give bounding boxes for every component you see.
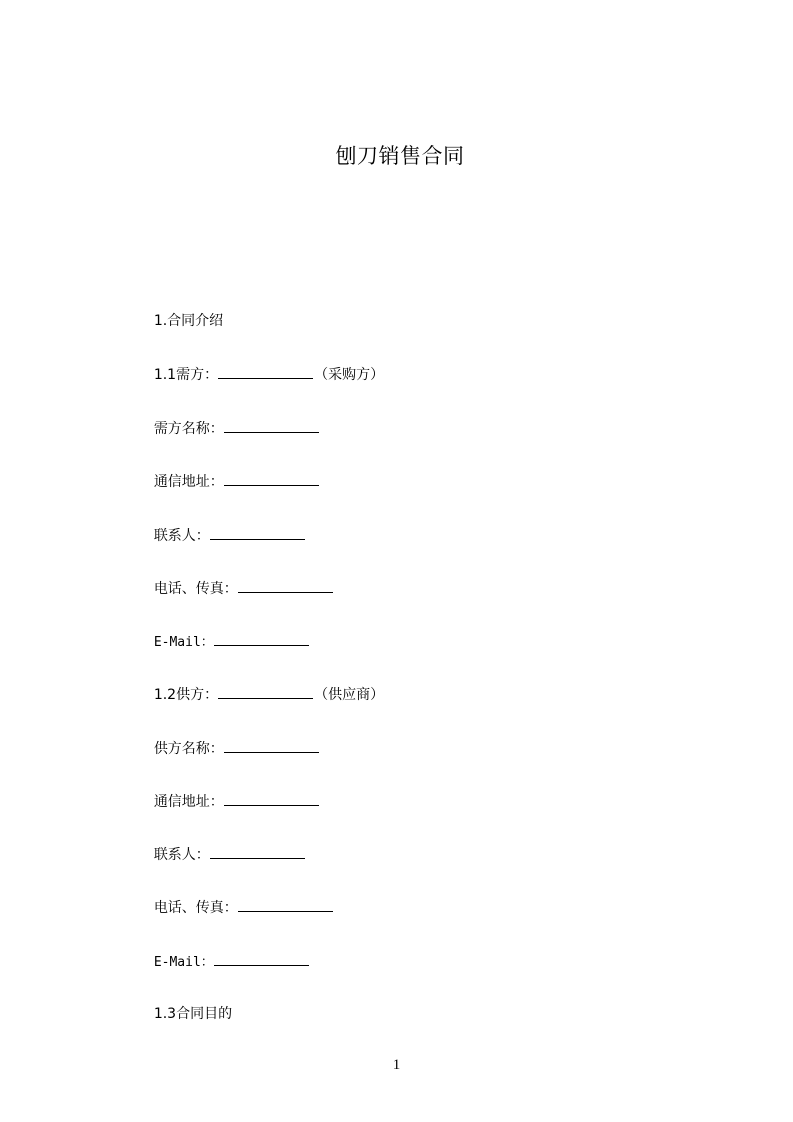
buyer-label: 1.1需方： [153,367,219,383]
buyer-contact-line [136,505,306,566]
buyer-line [136,344,384,405]
buyer-name-blank[interactable] [224,418,319,433]
supplier-phone-fax-line [136,877,334,938]
supplier-address-label: 通信地址： [153,794,224,810]
supplier-email-label: E-Mail： [153,955,214,970]
section-heading-contract-purpose [136,984,232,1044]
buyer-address-blank[interactable] [224,471,319,486]
supplier-label: 1.2供方： [153,687,219,703]
page-number: 1 [392,1057,401,1073]
supplier-contact-blank[interactable] [210,844,305,859]
buyer-address-label: 通信地址： [153,474,224,490]
buyer-contact-label: 联系人： [153,528,210,544]
heading-text: 1.合同介绍 [153,313,224,329]
supplier-name-blank[interactable] [224,738,319,753]
buyer-address-line [136,451,320,512]
supplier-phone-fax-blank[interactable] [238,897,333,912]
section-heading-contract-intro [136,291,223,351]
buyer-name-line [136,398,320,459]
supplier-contact-line [136,824,306,885]
supplier-name-label: 供方名称： [153,741,224,757]
supplier-email-blank[interactable] [214,951,309,966]
supplier-suffix: （供应商） [314,687,385,703]
supplier-name-line [136,718,320,779]
buyer-phone-fax-line [136,558,334,619]
buyer-phone-fax-label: 电话、传真： [153,581,238,597]
supplier-blank[interactable] [218,684,313,699]
supplier-address-line [136,771,320,832]
supplier-line [136,664,384,725]
supplier-address-blank[interactable] [224,791,319,806]
document-title: 刨刀销售合同 [335,144,465,168]
buyer-email-label: E-Mail： [153,635,214,650]
buyer-phone-fax-blank[interactable] [238,578,333,593]
buyer-name-label: 需方名称： [153,421,224,437]
supplier-contact-label: 联系人： [153,847,210,863]
buyer-suffix: （采购方） [314,367,385,383]
buyer-blank[interactable] [218,364,313,379]
heading-text: 1.3合同目的 [153,1006,233,1022]
buyer-contact-blank[interactable] [210,525,305,540]
buyer-email-blank[interactable] [214,631,309,646]
supplier-phone-fax-label: 电话、传真： [153,900,238,916]
